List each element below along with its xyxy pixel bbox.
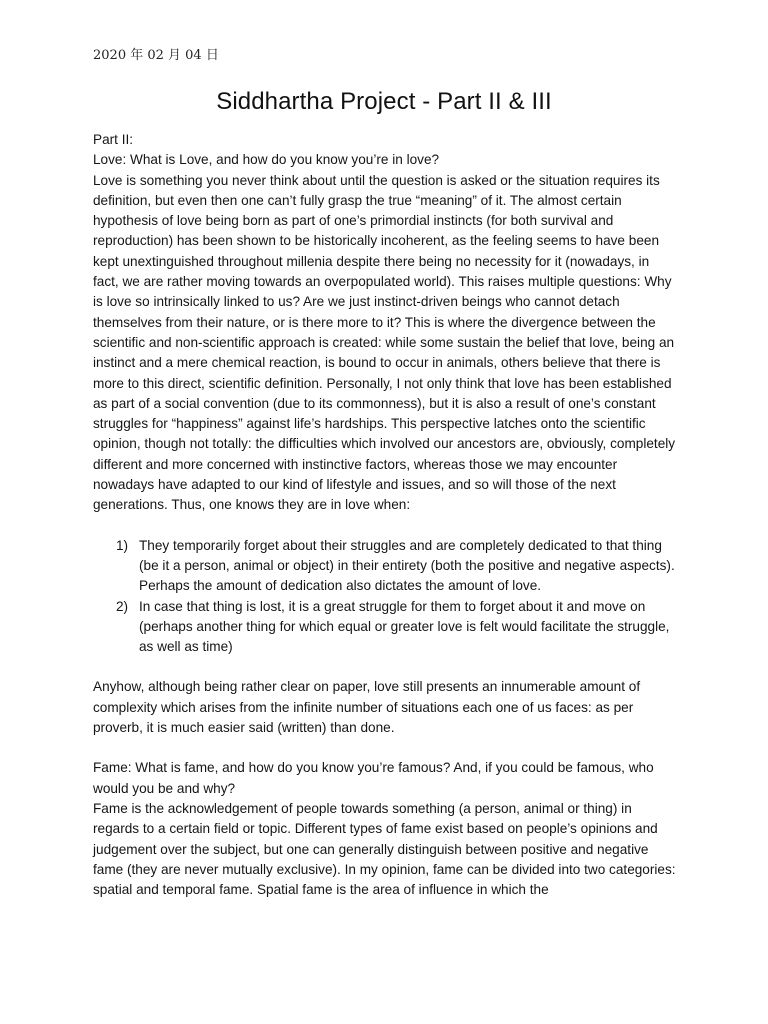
paragraph-spacer (93, 738, 677, 758)
paragraph-spacer (93, 657, 677, 677)
list-item-number: 2) (116, 598, 129, 614)
love-conclusion: Anyhow, although being rather clear on paper, love still presents an innumerable amount of complexity which arises from the infinite number of situations each one of us faces: as per proverb, it is much easier said (written) than done. (93, 679, 641, 736)
list-item-text: They temporarily forget about their struggles and are completely dedicated to that thing (be it a person, animal or object) in their entirety (both the positive and negative aspects). Perhaps the amount of dedication also dictates the amount of love. (139, 537, 675, 594)
document-date: 2020 年 02 月 04 日 (93, 48, 219, 63)
fame-question: Fame: What is fame, and how do you know you’re famous? And, if you could be famous, who would you be and why? (93, 760, 654, 796)
paragraph-spacer (93, 516, 677, 536)
love-paragraph: Love is something you never think about until the question is asked or the situation requires its definition, but even then one can’t fully grasp the true “meaning” of it. The almost certain hypothesis of love being born as part of one’s primordial instincts (for both survival and reproduction) has been shown to be historically incoherent, as the feeling seems to have been kept unextinguished throughout millenia despite there being no necessity for it (nowadays, in fact, we are rather moving towards an overpopulated world). This raises multiple questions: Why is love so intrinsically linked to us? Are we just instinct-driven beings who cannot detach themselves from their nature, or is there more to it? This is where the divergence between the scientific and non-scientific approach is created: while some sustain the belief that love, being an instinct and a mere chemical reaction, is bound to occur in animals, others believe that there is more to this direct, scientific definition. Personally, I not only think that love has been established as part of a social convention (due to its commonness), but it is also a result of one’s constant struggles for “happiness” against life’s hardships. This perspective latches onto the scientific opinion, though not totally: the difficulties which involved our ancestors are, obviously, completely different and more concerned with instinctive factors, whereas those we may encounter nowadays have adapted to our kind of lifestyle and issues, and so will those of the next generations. Thus, one knows they are in love when: (93, 172, 676, 513)
list-item-number: 1) (116, 537, 129, 553)
list-item-text: In case that thing is lost, it is a great struggle for them to forget about it and move on (perhaps another thing for which equal or greater love is felt would facilitate the struggle, as well as time) (139, 598, 670, 655)
list-item (93, 597, 677, 658)
fame-paragraph: Fame is the acknowledgement of people towards something (a person, animal or thing) in regards to a certain field or topic. Different types of fame exist based on people’s opinions and judgement over the subject, but one can generally distinguish between positive and negative fame (they are never mutually exclusive). In my opinion, fame can be divided into two categories: spatial and temporal fame. Spatial fame is the area of influence in which the (93, 800, 676, 898)
document-title: Siddhartha Project - Part II & III (216, 88, 552, 115)
document-body (93, 130, 677, 900)
section-heading-part-ii: Part II: (93, 132, 134, 147)
list-item (93, 536, 677, 597)
love-criteria-list (93, 536, 677, 658)
love-question: Love: What is Love, and how do you know you’re in love? (93, 152, 440, 168)
